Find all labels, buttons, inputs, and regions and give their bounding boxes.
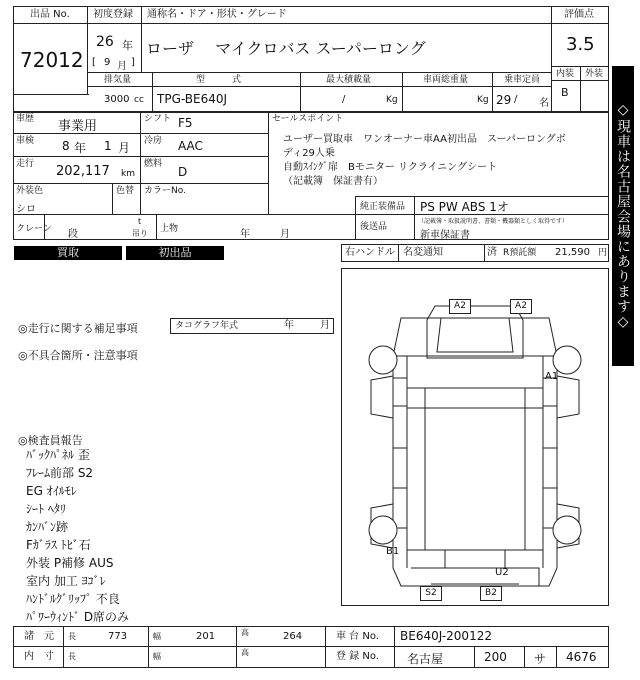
reg-month: 9 bbox=[104, 57, 111, 68]
wheel-front-right bbox=[553, 346, 581, 374]
reg-class: 200 bbox=[484, 650, 507, 664]
sales-point-line: ユーザー買取車 ワンオーナー車AA初出品 スーパーロングボ bbox=[283, 134, 566, 145]
sales-points-label: セールスポイント bbox=[272, 114, 344, 124]
shift: F5 bbox=[178, 116, 193, 130]
after-items-note: （記載簿・取扱説明書、書類・機器類としく取得です） bbox=[418, 218, 569, 225]
reg-region: 名古屋 bbox=[407, 652, 444, 666]
dims-label: 諸 元 bbox=[24, 631, 54, 642]
reg-label: 登 録 No. bbox=[336, 651, 379, 662]
tacho-year-unit: 年 bbox=[284, 320, 294, 331]
max-load-slash: / bbox=[342, 94, 346, 105]
upper-month-unit: 月 bbox=[280, 229, 290, 240]
inspector-line: ﾌﾚｰﾑ前部 S2 bbox=[26, 466, 94, 480]
length-label: 長 bbox=[68, 632, 76, 641]
lot-label: 出品 No. bbox=[30, 9, 70, 20]
crane-label: クレーン bbox=[16, 224, 52, 234]
displacement: 3000 bbox=[104, 94, 130, 105]
capacity-unit: 名 bbox=[539, 98, 549, 109]
inspector-line: ﾊﾝﾄﾞﾙｸﾞﾘｯﾌﾟ 不良 bbox=[26, 592, 120, 606]
inspector-line: ｶﾝﾊﾞﾝ跡 bbox=[26, 520, 69, 534]
reg-year-unit: 年 bbox=[122, 39, 133, 52]
width-label: 幅 bbox=[153, 632, 161, 641]
model-label: 型 式 bbox=[196, 75, 242, 85]
inspector-line: 室内 加工 ﾖｺﾞﾚ bbox=[26, 574, 106, 588]
score-label: 評価点 bbox=[564, 9, 594, 20]
insp-month-unit: 月 bbox=[118, 141, 131, 155]
damage-mark-bottom: U2 bbox=[495, 567, 509, 578]
reg-month-unit: 月 bbox=[117, 61, 127, 72]
inspector-line: 外装 P補修 AUS bbox=[26, 556, 114, 570]
right-hand-label: 右ハンドル bbox=[345, 247, 395, 258]
history: 事業用 bbox=[58, 119, 98, 134]
upper-year-unit: 年 bbox=[240, 229, 250, 240]
inspection-label: 車検 bbox=[16, 136, 35, 146]
max-load-unit: Kg bbox=[386, 95, 398, 105]
ext-color: シロ bbox=[16, 204, 36, 215]
chassis-number: BE640J-200122 bbox=[400, 629, 492, 643]
insp-year-unit: 年 bbox=[74, 141, 87, 155]
inner-length-label: 長 bbox=[68, 652, 76, 661]
inspector-line: Fｶﾞﾗｽ ﾄﾋﾞ石 bbox=[26, 538, 91, 552]
recycle-unit: 円 bbox=[598, 248, 608, 258]
after-items-label: 後送品 bbox=[360, 222, 388, 232]
recycle-label: R預託額 bbox=[503, 248, 537, 258]
inspector-label: ◎検査員報告 bbox=[18, 434, 83, 447]
displacement-unit: cc bbox=[134, 95, 144, 105]
fuel: D bbox=[178, 165, 188, 179]
fuel-label: 燃料 bbox=[144, 159, 163, 169]
sales-point-line: （記載簿 保証書有） bbox=[283, 176, 383, 187]
inspector-line: ﾊﾞｯｸﾊﾟﾈﾙ 歪 bbox=[26, 448, 90, 462]
gross-weight-unit: Kg bbox=[477, 95, 489, 105]
exterior-label: 外装 bbox=[585, 69, 604, 79]
footer-frame bbox=[13, 626, 609, 668]
gross-weight-label: 車両総重量 bbox=[423, 75, 469, 85]
length: 773 bbox=[108, 631, 128, 642]
tacho-month-unit: 月 bbox=[320, 320, 330, 331]
wheel-front-left bbox=[369, 346, 397, 374]
inner-height-label: 高 bbox=[241, 648, 249, 657]
lot-number: 72012 bbox=[20, 48, 84, 72]
capacity-label: 乗車定員 bbox=[504, 75, 541, 85]
first-reg-label: 初度登録 bbox=[93, 9, 133, 20]
inspector-line: EG ｵｲﾙﾓﾚ bbox=[26, 484, 77, 498]
inner-width-label: 幅 bbox=[153, 652, 161, 661]
ac-label: 冷房 bbox=[144, 136, 163, 146]
defect-label: ◎不具合箇所・注意事項 bbox=[18, 349, 138, 362]
interior-score: B bbox=[561, 86, 569, 99]
crane-stage: 段 bbox=[68, 229, 78, 240]
wheel-rear-right bbox=[553, 516, 581, 544]
inspector-line: ﾊﾟﾜｰｳｨﾝﾄﾞ D席のみ bbox=[26, 610, 130, 624]
damage-mark-right: A1 bbox=[545, 371, 559, 382]
mileage-unit: km bbox=[121, 169, 135, 179]
mileage-label: 走行 bbox=[16, 159, 35, 169]
header-frame bbox=[13, 6, 609, 112]
upper-label: 上物 bbox=[160, 224, 179, 234]
displacement-label: 排気量 bbox=[104, 75, 132, 85]
capacity: 29 bbox=[496, 93, 512, 107]
first-listing-badge: 初出品 bbox=[126, 246, 224, 260]
insp-month: 1 bbox=[104, 139, 112, 153]
location-banner: ◇現車は名古屋会場にあります◇ bbox=[612, 66, 634, 366]
mileage: 202,117 bbox=[56, 164, 110, 179]
chassis-label: 車 台 No. bbox=[336, 631, 379, 642]
crane-ton: t bbox=[138, 217, 142, 226]
max-load-label: 最大積載量 bbox=[326, 75, 372, 85]
reg-number: 4676 bbox=[566, 650, 597, 664]
buy-badge: 買取 bbox=[14, 246, 122, 260]
ext-color-label: 外装色 bbox=[16, 186, 44, 196]
shift-label: シフト bbox=[144, 114, 172, 124]
name-change-label: 名変通知 bbox=[403, 247, 443, 258]
ac: AAC bbox=[178, 139, 203, 153]
tacho-label: タコグラフ年式 bbox=[175, 321, 239, 331]
damage-mark-top-right: A2 bbox=[510, 299, 532, 314]
crane-lift: 吊り bbox=[132, 229, 148, 238]
interior-label: 内装 bbox=[556, 69, 575, 79]
damage-mark-bottom-right: B2 bbox=[480, 586, 502, 601]
damage-mark-bottom-left: S2 bbox=[420, 586, 442, 601]
sales-point-line: 自動ｽｲﾝｸﾞ扉 Bモニター リクライニングシート bbox=[283, 162, 497, 173]
bus-diagram bbox=[341, 268, 609, 606]
history-label: 車歴 bbox=[16, 114, 35, 124]
travel-notes-label: ◎走行に関する補足事項 bbox=[18, 322, 138, 335]
recycle-amount: 21,590 bbox=[555, 247, 590, 258]
capacity-slash: / bbox=[514, 94, 518, 105]
std-equipment-label: 純正装備品 bbox=[360, 202, 406, 212]
color-change-label: 色替 bbox=[116, 186, 135, 196]
reg-kana: サ bbox=[534, 652, 547, 666]
reg-year: 26 bbox=[96, 34, 114, 50]
insp-year: 8 bbox=[62, 139, 70, 153]
damage-mark-top-left: A2 bbox=[449, 299, 471, 314]
inspector-line: ｼｰﾄ ﾍﾀﾘ bbox=[26, 502, 66, 516]
score: 3.5 bbox=[566, 34, 595, 55]
wheel-rear-left bbox=[369, 516, 397, 544]
car-name: ローザ マイクロバス スーパーロング bbox=[146, 39, 426, 58]
model: TPG-BE640J bbox=[157, 92, 228, 106]
inner-label: 内 寸 bbox=[24, 651, 54, 662]
damage-mark-left: B1 bbox=[386, 546, 400, 557]
height: 264 bbox=[283, 631, 303, 642]
recycle-status: 済 bbox=[487, 247, 497, 258]
height-label: 高 bbox=[241, 628, 249, 637]
after-items: 新車保証書 bbox=[420, 230, 470, 241]
std-equipment: PS PW ABS 1オ bbox=[420, 200, 509, 214]
width: 201 bbox=[196, 631, 216, 642]
name-label: 通称名・ドア・形状・グレード bbox=[147, 9, 287, 20]
color-no-label: カラーNo. bbox=[144, 186, 186, 196]
sales-point-line: ディ29人乗 bbox=[283, 148, 335, 159]
